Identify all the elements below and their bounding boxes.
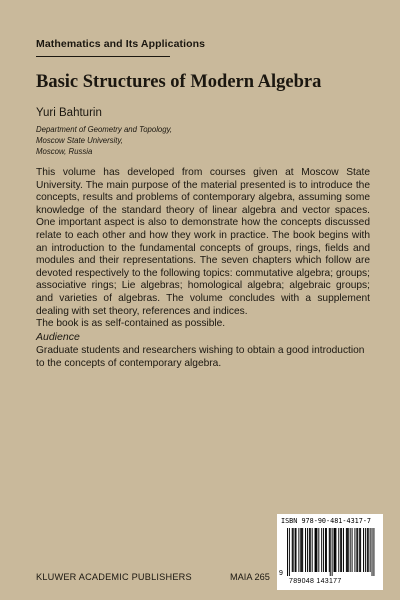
series-name: Mathematics and Its Applications <box>36 38 206 50</box>
affiliation-line: Moscow State University, <box>36 136 123 145</box>
series-code: MAIA 265 <box>230 572 270 582</box>
barcode-first-digit: 9 <box>279 570 283 577</box>
barcode-digits: 789048 143177 <box>289 578 342 585</box>
isbn-barcode <box>277 514 383 590</box>
audience-text: Graduate students and researchers wishing to obtain a good introduction to the concepts of contemporary algebra. <box>36 345 365 369</box>
publisher-name: KLUWER ACADEMIC PUBLISHERS <box>36 572 192 582</box>
author-affiliation <box>36 124 286 157</box>
author-name: Yuri Bahturin <box>36 107 102 119</box>
isbn-number: ISBN 978-90-481-4317-7 <box>281 517 372 525</box>
description-closing: The book is as self-contained as possible. <box>36 318 226 330</box>
barcode-bars <box>287 528 377 578</box>
book-title: Basic Structures of Modern Algebra <box>36 72 322 92</box>
affiliation-line: Moscow, Russia <box>36 147 93 156</box>
book-description <box>36 167 370 331</box>
audience-heading: Audience <box>36 331 80 343</box>
description-paragraph: This volume has developed from courses given at Moscow State University. The main purpose of the material presented is to introduce the concepts, results and problems of contemporary algebra, assuming some knowledge of the standard theory of linear algebra and vector spaces. One important aspect is also to demonstrate how the concepts discussed relate to each other and how they work in practice. The book begins with an introduction to the fundamental concepts of groups, rings, fields and modules and their representations. The seven chapters which follow are devoted respectively to the following topics: commutative algebra; groups; associative rings; Lie algebras; homological algebra; algebraic groups; and varieties of algebras. The volume concludes with a supplement dealing with set theory, references and indices. <box>36 167 370 317</box>
series-underline <box>36 56 170 57</box>
affiliation-line: Department of Geometry and Topology, <box>36 125 173 134</box>
